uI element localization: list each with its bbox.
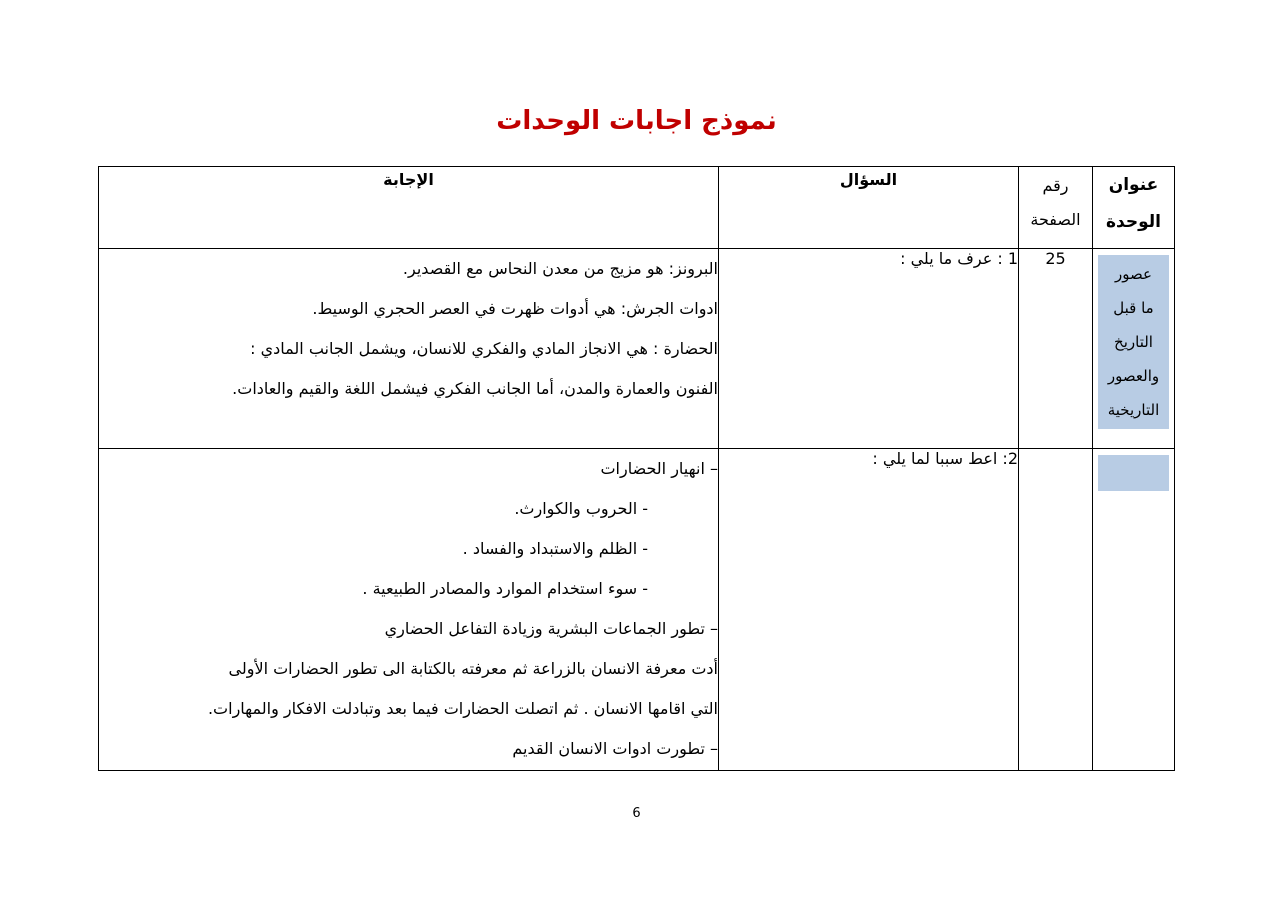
table-row xyxy=(99,449,1175,771)
answer-line: الفنون والعمارة والمدن، أما الجانب الفكري فيشمل اللغة والقيم والعادات. xyxy=(232,379,718,398)
unit-title-line: والعصور xyxy=(1107,367,1160,385)
question-cell: 2: اعط سببا لما يلي : xyxy=(719,449,1019,771)
table-header-row xyxy=(99,167,1175,249)
answer-line: – تطورت ادوات الانسان القديم xyxy=(512,739,718,758)
answer-cell xyxy=(99,249,719,449)
unit-title-line: التاريخية xyxy=(1107,401,1160,419)
answer-bullet: - سوء استخدام الموارد والمصادر الطبيعية . xyxy=(362,579,648,598)
header-unit-title xyxy=(1093,167,1175,249)
unit-title-line: ما قبل xyxy=(1113,299,1154,317)
answers-table xyxy=(98,166,1175,771)
unit-cell xyxy=(1093,249,1175,449)
header-question: السؤال xyxy=(719,167,1019,249)
header-page-number xyxy=(1019,167,1093,249)
answer-bullet: - الظلم والاستبداد والفساد . xyxy=(462,539,648,558)
answer-cell xyxy=(99,449,719,771)
answer-line: أدت معرفة الانسان بالزراعة ثم معرفته بالكتابة الى تطور الحضارات الأولى xyxy=(228,659,718,678)
unit-title-line: التاريخ xyxy=(1114,333,1153,351)
page-number-cell: 25 xyxy=(1019,249,1093,449)
page-number: 6 xyxy=(632,806,641,821)
answer-line: – تطور الجماعات البشرية وزيادة التفاعل الحضاري xyxy=(384,619,718,638)
page-title: نموذج اجابات الوحدات xyxy=(496,106,777,136)
header-page-line1: رقم xyxy=(1042,176,1069,195)
answer-line: – انهيار الحضارات xyxy=(600,459,718,478)
page-number-cell xyxy=(1019,449,1093,771)
header-unit-line2: الوحدة xyxy=(1106,212,1161,232)
answer-line: الحضارة : هي الانجاز المادي والفكري للانسان، ويشمل الجانب المادي : xyxy=(250,339,718,358)
answer-line: ادوات الجرش: هي أدوات ظهرت في العصر الحجري الوسيط. xyxy=(312,299,718,318)
header-unit-line1: عنوان xyxy=(1108,175,1159,195)
header-page-line2: الصفحة xyxy=(1030,210,1081,229)
unit-title-highlight xyxy=(1098,255,1169,429)
answer-bullet: - الحروب والكوارث. xyxy=(514,499,648,518)
header-answer: الإجابة xyxy=(99,167,719,249)
unit-title-highlight xyxy=(1098,455,1169,491)
table-row xyxy=(99,249,1175,449)
unit-title-line: عصور xyxy=(1115,265,1152,283)
answer-line: البرونز: هو مزيج من معدن النحاس مع القصدير. xyxy=(402,259,718,278)
question-cell: 1 : عرف ما يلي : xyxy=(719,249,1019,449)
unit-cell xyxy=(1093,449,1175,771)
answer-line: التي اقامها الانسان . ثم اتصلت الحضارات فيما بعد وتبادلت الافكار والمهارات. xyxy=(207,699,718,718)
